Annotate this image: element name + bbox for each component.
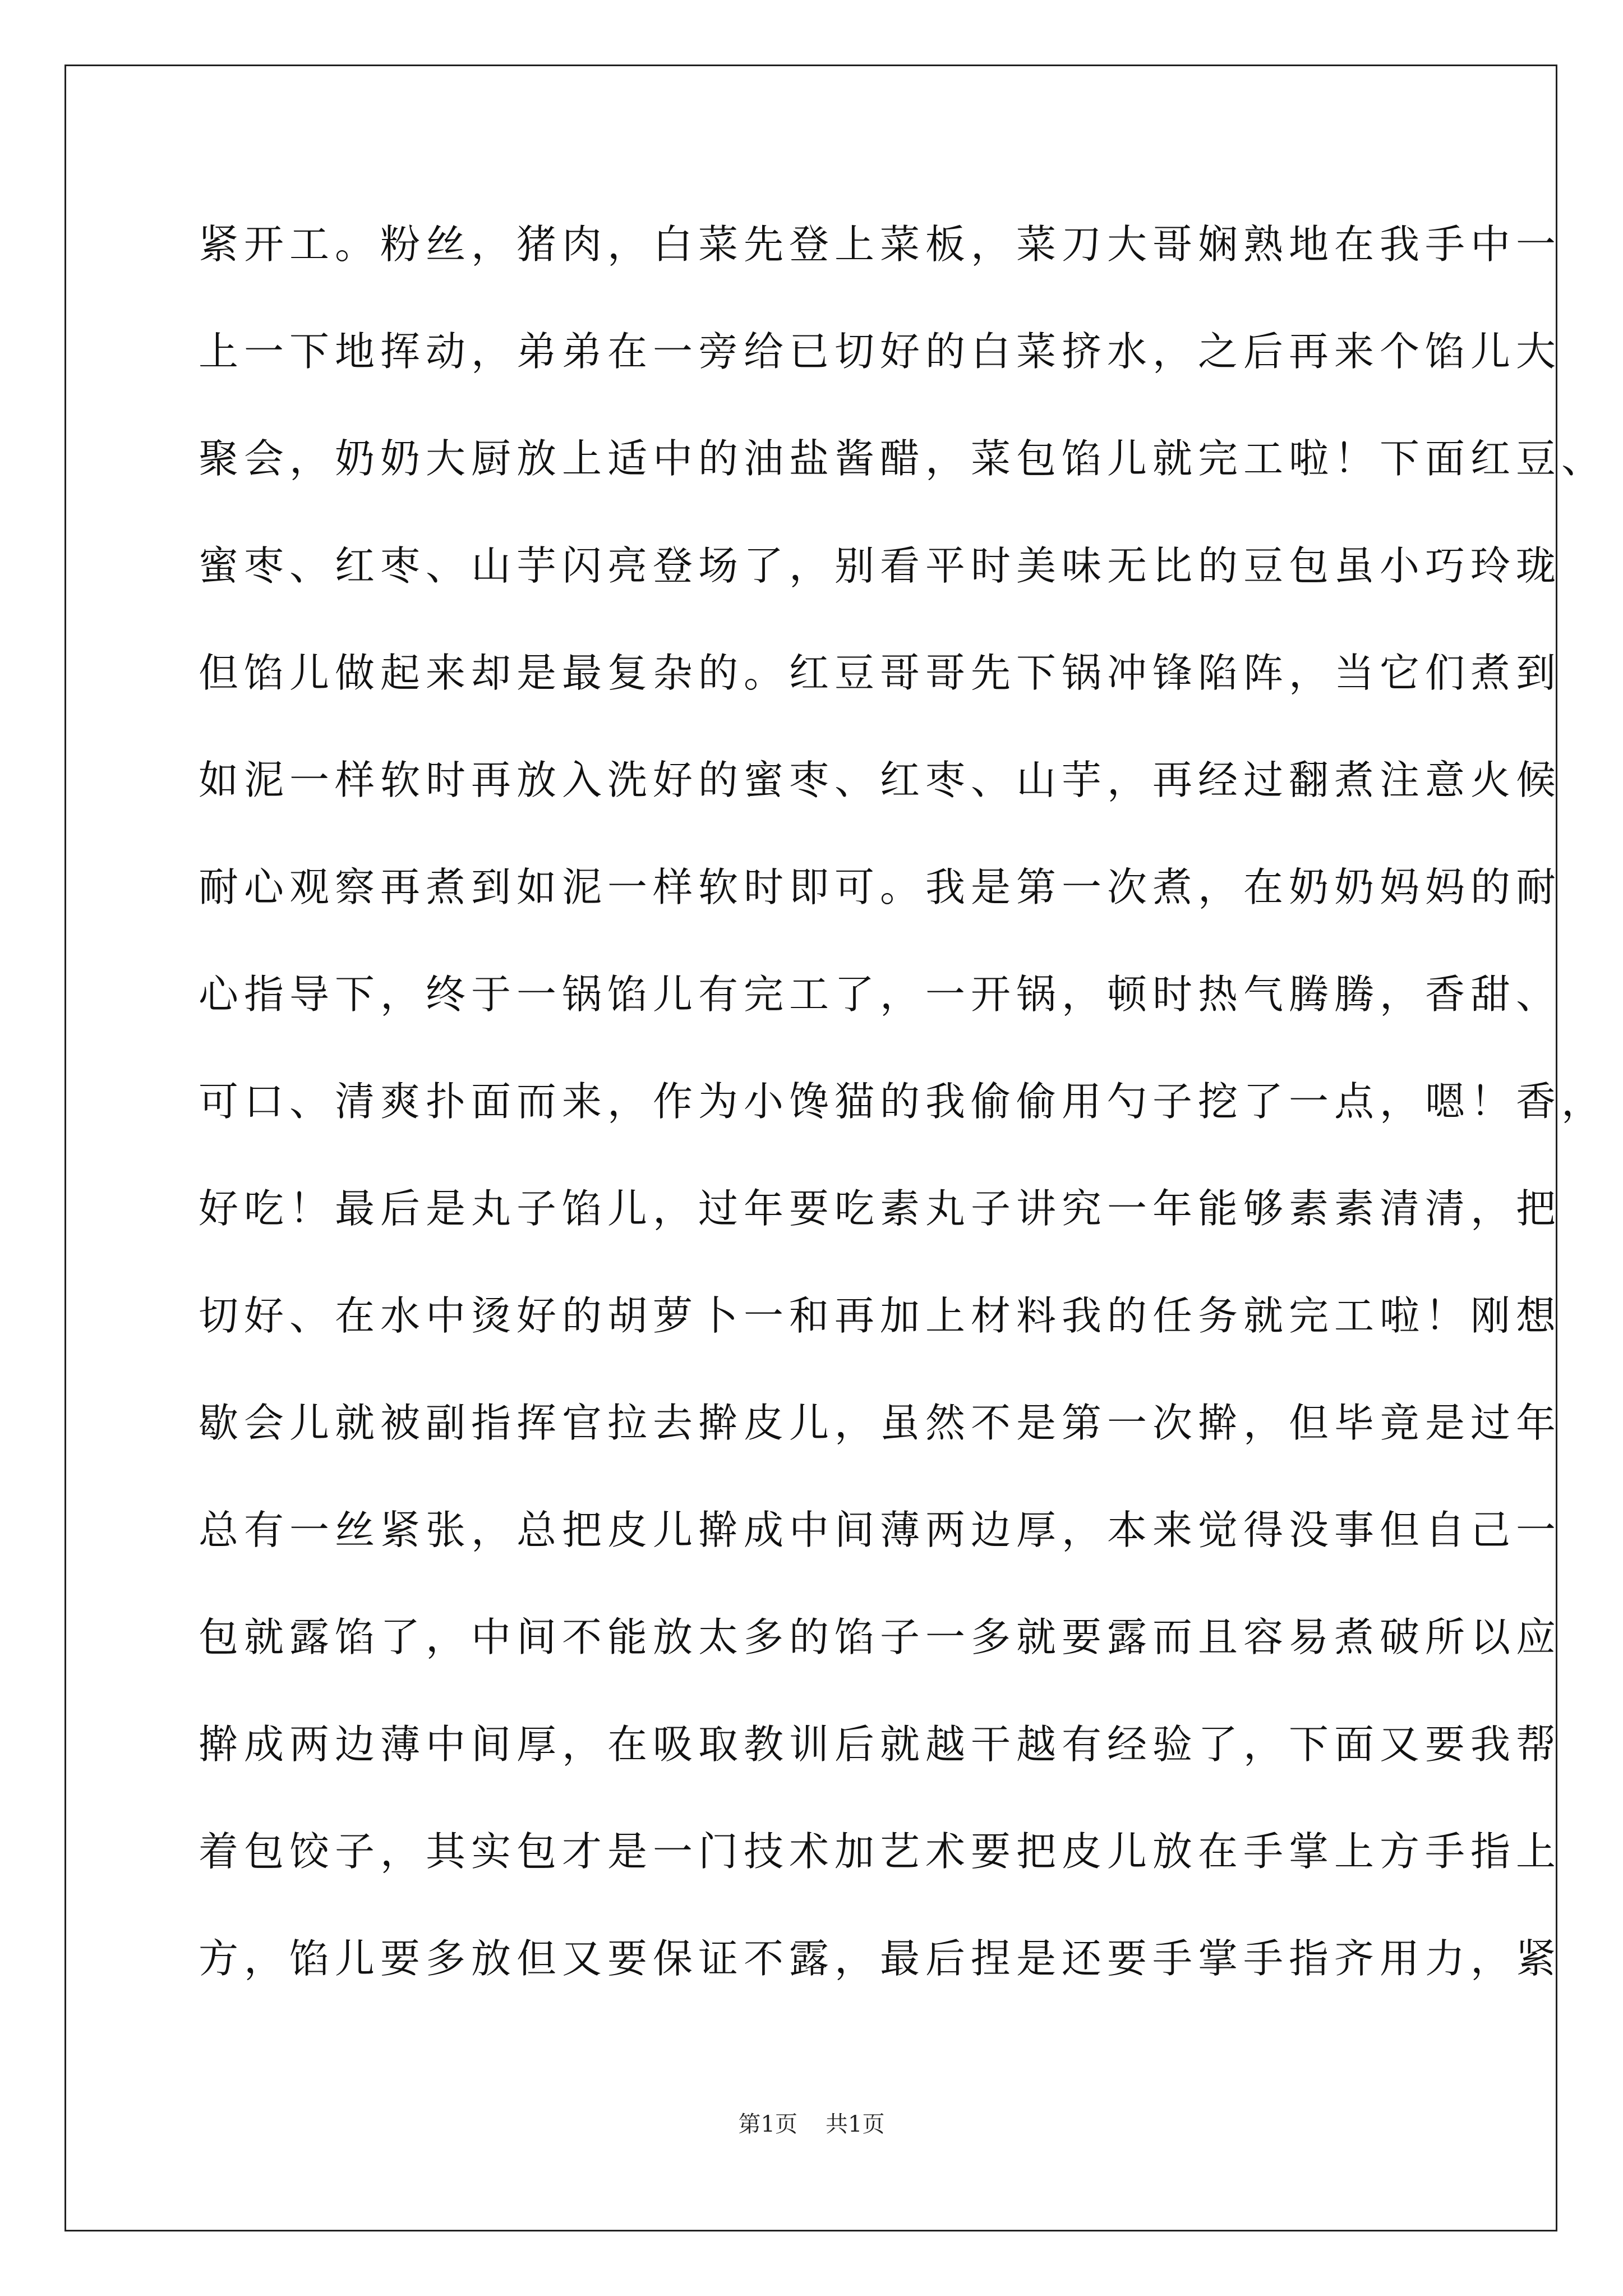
text-line: 包就露馅了，中间不能放太多的馅子一多就要露而且容易煮破所以应 bbox=[199, 1614, 1562, 1660]
text-line: 如泥一样软时再放入洗好的蜜枣、红枣、山芋，再经过翻煮注意火候 bbox=[199, 757, 1562, 803]
page-number: 第1页 bbox=[738, 2111, 797, 2137]
text-line: 着包饺子，其实包才是一门技术加艺术要把皮儿放在手掌上方手指上 bbox=[199, 1828, 1562, 1875]
text-line: 擀成两边薄中间厚，在吸取教训后就越干越有经验了，下面又要我帮 bbox=[199, 1721, 1562, 1768]
text-line: 总有一丝紧张，总把皮儿擀成中间薄两边厚，本来觉得没事但自己一 bbox=[199, 1507, 1562, 1553]
page-footer bbox=[0, 2106, 1623, 2138]
text-line: 耐心观察再煮到如泥一样软时即可。我是第一次煮，在奶奶妈妈的耐 bbox=[199, 864, 1562, 910]
text-line: 好吃！最后是丸子馅儿，过年要吃素丸子讲究一年能够素素清清，把 bbox=[199, 1185, 1562, 1232]
text-line: 上一下地挥动，弟弟在一旁给已切好的白菜挤水，之后再来个馅儿大 bbox=[199, 328, 1562, 375]
page-total: 共1页 bbox=[826, 2111, 885, 2137]
text-line: 歇会儿就被副指挥官拉去擀皮儿，虽然不是第一次擀，但毕竟是过年 bbox=[199, 1400, 1562, 1446]
body-text bbox=[199, 191, 1607, 2012]
text-line: 聚会，奶奶大厨放上适中的油盐酱醋，菜包馅儿就完工啦！下面红豆、 bbox=[199, 435, 1607, 482]
text-line: 方，馅儿要多放但又要保证不露，最后捏是还要手掌手指齐用力，紧 bbox=[199, 1935, 1562, 1982]
text-line: 心指导下，终于一锅馅儿有完工了，一开锅，顿时热气腾腾，香甜、 bbox=[199, 971, 1562, 1018]
text-line: 可口、清爽扑面而来，作为小馋猫的我偷偷用勺子挖了一点，嗯！香， bbox=[199, 1078, 1607, 1125]
text-line: 但馅儿做起来却是最复杂的。红豆哥哥先下锅冲锋陷阵，当它们煮到 bbox=[199, 650, 1562, 696]
text-line: 蜜枣、红枣、山芋闪亮登场了，别看平时美味无比的豆包虽小巧玲珑 bbox=[199, 542, 1562, 589]
text-line: 紧开工。粉丝，猪肉，白菜先登上菜板，菜刀大哥娴熟地在我手中一 bbox=[199, 221, 1562, 268]
text-line: 切好、在水中烫好的胡萝卜一和再加上材料我的任务就完工啦！刚想 bbox=[199, 1292, 1562, 1339]
